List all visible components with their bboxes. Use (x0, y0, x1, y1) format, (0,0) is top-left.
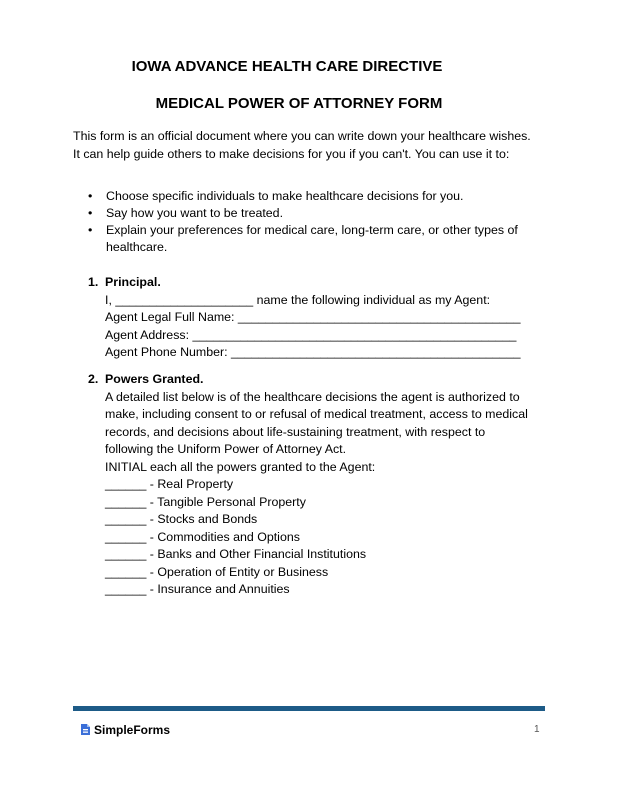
bullet-icon: • (88, 206, 93, 220)
intro-line-1: This form is an official document where you can write down your healthcare wishes. (73, 129, 531, 143)
power-initial-field[interactable]: ______ - Banks and Other Financial Institutions (105, 547, 367, 561)
simpleforms-logo-icon (80, 724, 91, 736)
intro-line-2: It can help guide others to make decisions for you if you can't. You can use it to: (73, 147, 510, 161)
powers-instruction: INITIAL each all the powers granted to the Agent: (105, 459, 376, 474)
section-heading: Powers Granted. (105, 372, 204, 386)
list-item-text: Choose specific individuals to make healthcare decisions for you. (106, 189, 464, 203)
document-subtitle: MEDICAL POWER OF ATTORNEY FORM (155, 95, 443, 112)
page-number: 1 (534, 724, 540, 735)
list-item-text: Explain your preferences for medical care, long-term care, or other types of healthcare. (106, 223, 518, 254)
footer-divider (73, 706, 545, 711)
list-item (88, 188, 538, 205)
intro-paragraph (73, 127, 553, 163)
list-item-text: Say how you want to be treated. (106, 206, 284, 220)
principal-name-field[interactable]: I, ____________________ name the following individual as my Agent: (105, 292, 491, 307)
section-number: 2. (88, 372, 99, 386)
bullet-icon: • (88, 223, 93, 237)
powers-section (88, 371, 528, 599)
section-heading: Principal. (105, 275, 161, 289)
brand-name: SimpleForms (94, 723, 171, 737)
agent-address-field[interactable]: Agent Address: _______________________________________________ (105, 327, 517, 342)
power-initial-field[interactable]: ______ - Real Property (105, 477, 234, 491)
brand-logo (80, 723, 170, 737)
power-initial-field[interactable]: ______ - Commodities and Options (105, 529, 300, 544)
section-number: 1. (88, 275, 99, 289)
list-item (88, 205, 538, 222)
list-item (88, 222, 538, 256)
purpose-list (88, 188, 538, 256)
powers-description: A detailed list below is of the healthcare decisions the agent is authorized to make, including consent to or refusal of medical treatment, access to medical records, and decisions about life-sustaining treatment, with respect to following the Uniform Power of Attorney Act. (105, 389, 528, 456)
power-initial-field[interactable]: ______ - Insurance and Annuities (105, 582, 290, 596)
bullet-icon: • (88, 189, 93, 203)
agent-phone-field[interactable]: Agent Phone Number: __________________________________________ (105, 345, 521, 359)
power-initial-field[interactable]: ______ - Tangible Personal Property (105, 494, 306, 509)
power-initial-field[interactable]: ______ - Operation of Entity or Business (105, 564, 329, 579)
principal-section (88, 274, 528, 362)
agent-name-field[interactable]: Agent Legal Full Name: _________________________________________ (105, 310, 521, 324)
document-title: IOWA ADVANCE HEALTH CARE DIRECTIVE (131, 58, 443, 75)
power-initial-field[interactable]: ______ - Stocks and Bonds (105, 512, 258, 526)
